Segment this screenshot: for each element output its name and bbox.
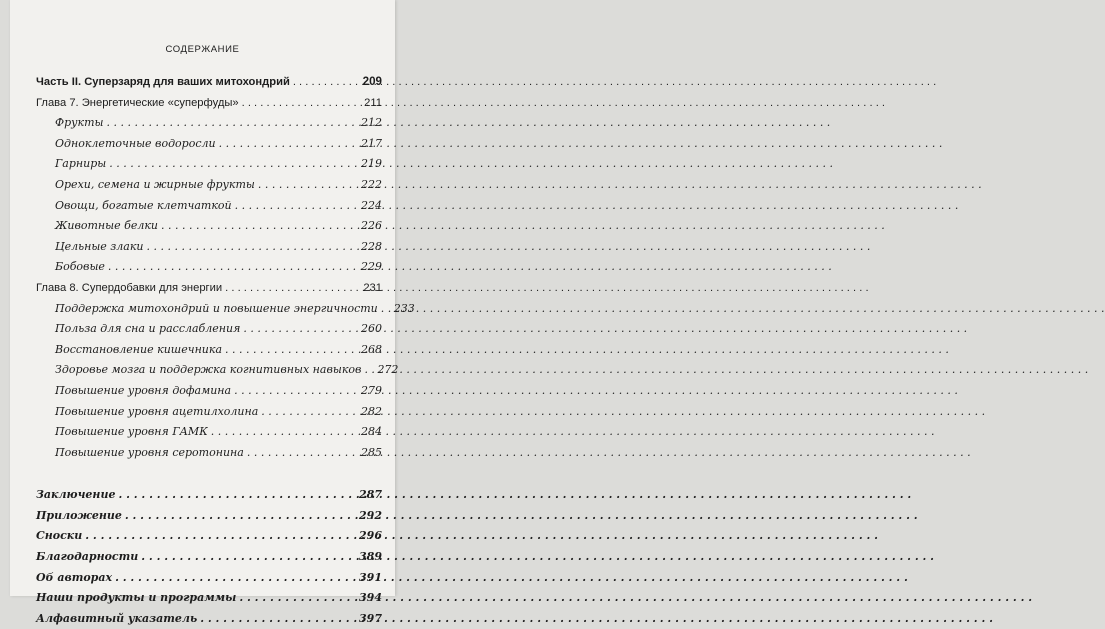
- toc-entry-title: Польза для сна и расслабления: [55, 322, 241, 336]
- toc-chapter-title: Глава 7. Энергетические «суперфуды»: [36, 96, 239, 109]
- toc-page-number: 209: [362, 75, 382, 88]
- toc-page-number: 260: [361, 322, 382, 336]
- toc-entry: [36, 257, 382, 278]
- toc-entry-title: Гарниры: [55, 157, 107, 171]
- toc-entry: [36, 547, 382, 568]
- leader-dots: [118, 485, 356, 506]
- toc-entry: [36, 609, 382, 629]
- toc-page-number: 279: [361, 383, 382, 397]
- toc-entry-title: Повышение уровня дофамина: [55, 383, 232, 397]
- toc-page-number: 287: [359, 488, 382, 502]
- toc-entry: [36, 526, 382, 547]
- toc-entry: [36, 299, 415, 320]
- toc-entry: [36, 340, 382, 361]
- leader-dots: [225, 278, 360, 299]
- leader-dots: [293, 72, 360, 93]
- leader-dots: [107, 113, 358, 134]
- toc-page-number: 285: [361, 445, 382, 459]
- page-title: СОДЕРЖАНИЕ: [165, 44, 240, 55]
- toc-entry-title: Овощи, богатые клетчаткой: [55, 198, 232, 212]
- toc-entry: [36, 588, 382, 609]
- leader-dots: [242, 93, 362, 114]
- toc-page-number: 397: [359, 611, 382, 625]
- leader-dots: [108, 257, 358, 278]
- leader-dots: [234, 381, 358, 402]
- leader-dots: [364, 360, 374, 381]
- toc-entry-title: Бобовые: [55, 260, 105, 274]
- table-of-contents: [36, 72, 415, 629]
- toc-chapter-title: Глава 8. Супердобавки для энергии: [36, 281, 223, 294]
- toc-page-number: 229: [361, 260, 382, 274]
- toc-entry: [36, 237, 382, 258]
- toc-entry: [36, 485, 382, 506]
- toc-entry-title: Алфавитный указатель: [36, 611, 198, 625]
- leader-dots: [211, 422, 358, 443]
- toc-entry-title: Одноклеточные водоросли: [55, 136, 216, 150]
- leader-dots: [147, 237, 358, 258]
- leader-dots: [258, 175, 358, 196]
- toc-entry-title: Животные белки: [55, 219, 158, 233]
- toc-page-number: 282: [361, 404, 382, 418]
- leader-dots: [239, 588, 356, 609]
- toc-page-number: 224: [361, 198, 382, 212]
- toc-entry-title: Повышение уровня ГАМК: [55, 425, 208, 439]
- toc-part-title: Часть II. Суперзаряд для ваших митохондрий: [36, 76, 290, 88]
- toc-entry-title: Наши продукты и программы: [36, 591, 237, 605]
- leader-dots: [161, 216, 358, 237]
- chapter8-list: [36, 299, 415, 464]
- leader-dots: [243, 319, 358, 340]
- toc-page-number: 389: [359, 550, 382, 564]
- section-gap: [36, 463, 382, 485]
- toc-entry-title: Цельные злаки: [55, 239, 144, 253]
- toc-entry: [36, 154, 382, 175]
- leader-dots: [225, 340, 358, 361]
- toc-page-number: 222: [361, 177, 382, 191]
- toc-page-number: 217: [361, 136, 382, 150]
- leader-dots: [261, 402, 358, 423]
- toc-page-number: 391: [359, 570, 382, 584]
- toc-entry-title: Приложение: [36, 508, 122, 522]
- toc-entry: [36, 506, 382, 527]
- toc-page-number: 272: [377, 363, 399, 377]
- toc-entry: [36, 113, 382, 134]
- toc-entry: [36, 216, 382, 237]
- toc-entry-title: Заключение: [36, 488, 116, 502]
- toc-entry: [36, 443, 382, 464]
- toc-part-row: [36, 72, 382, 93]
- toc-entry: [36, 402, 382, 423]
- toc-page-number: 212: [361, 116, 382, 130]
- leader-dots: [247, 443, 358, 464]
- toc-entry: [36, 422, 382, 443]
- toc-entry-title: Восстановление кишечника: [55, 342, 223, 356]
- leader-dots: [115, 568, 356, 589]
- toc-entry: [36, 175, 382, 196]
- toc-entry-title: Об авторах: [36, 570, 113, 584]
- toc-entry-title: Орехи, семена и жирные фрукты: [55, 177, 255, 191]
- toc-page-number: 296: [359, 529, 382, 543]
- toc-entry-title: Благодарности: [36, 550, 139, 564]
- toc-page-number: 226: [361, 219, 382, 233]
- toc-entry-title: Поддержка митохондрий и повышение энергичности: [55, 301, 378, 315]
- chapter7-list: [36, 113, 382, 278]
- leader-dots: [381, 299, 391, 320]
- leader-dots: [219, 134, 358, 155]
- leader-dots: [200, 609, 356, 629]
- toc-entry: [36, 568, 382, 589]
- toc-page-number: 284: [361, 425, 382, 439]
- leader-dots: [125, 506, 356, 527]
- toc-entry: [36, 381, 382, 402]
- toc-page-number: 268: [361, 342, 382, 356]
- toc-entry: [36, 196, 382, 217]
- leader-dots: [235, 196, 358, 217]
- toc-page-number: 228: [361, 239, 382, 253]
- toc-page-number: 219: [361, 157, 382, 171]
- toc-page-number: 211: [364, 96, 382, 109]
- toc-entry: [36, 360, 399, 381]
- toc-entry-title: Повышение уровня серотонина: [55, 445, 244, 459]
- toc-page-number: 394: [359, 591, 382, 605]
- leader-dots: [109, 154, 358, 175]
- toc-entry: [36, 134, 382, 155]
- toc-page-number: 231: [363, 281, 382, 294]
- leader-dots: [85, 526, 356, 547]
- toc-entry-title: Сноски: [36, 529, 83, 543]
- back-matter-list: [36, 485, 382, 629]
- toc-entry-title: Повышение уровня ацетилхолина: [55, 404, 259, 418]
- toc-chapter-row: [36, 278, 382, 299]
- toc-entry: [36, 319, 382, 340]
- toc-page-number: 233: [393, 301, 415, 315]
- book-page: [10, 0, 415, 625]
- toc-chapter-row: [36, 93, 382, 114]
- toc-entry-title: Здоровье мозга и поддержка когнитивных навыков: [55, 363, 362, 377]
- toc-page-number: 292: [359, 508, 382, 522]
- leader-dots: [141, 547, 356, 568]
- toc-entry-title: Фрукты: [55, 116, 104, 130]
